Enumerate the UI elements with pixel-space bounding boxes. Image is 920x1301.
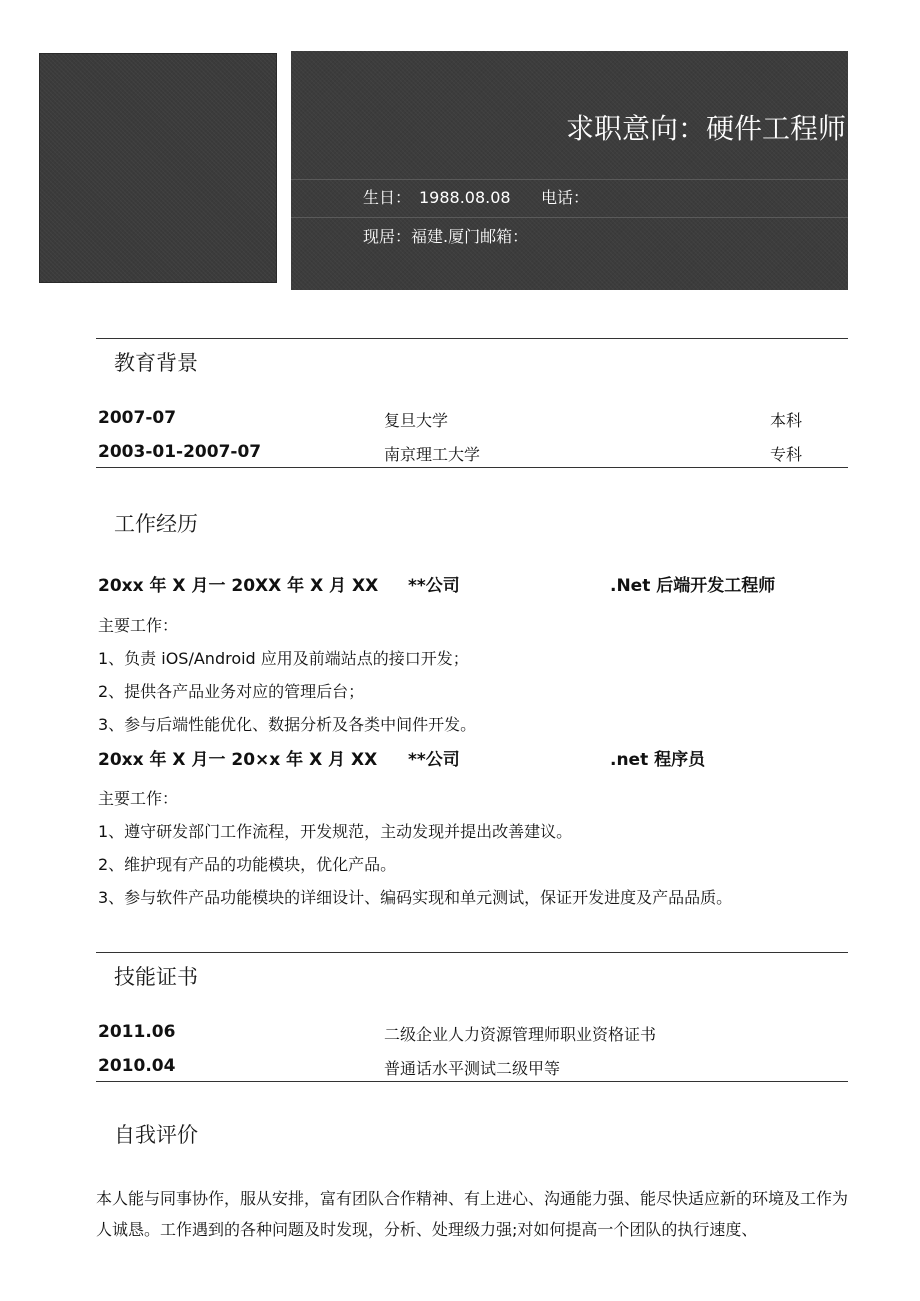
education-degree: 本科 (770, 411, 803, 430)
job-period: 20xx 年 X 月一 20×x 年 X 月 XX (98, 750, 378, 770)
section-divider (96, 1081, 848, 1082)
skill-date: 2010.04 (98, 1056, 176, 1076)
education-row (98, 408, 848, 432)
skill-date: 2011.06 (98, 1022, 176, 1042)
job-objective-title: 求职意向：硬件工程师 (565, 112, 846, 145)
birth-value: 1988.08.08 (419, 188, 511, 207)
job-position: .net 程序员 (610, 750, 706, 770)
education-date: 2007-07 (98, 408, 177, 428)
section-divider (96, 952, 848, 953)
skill-name: 普通话水平测试二级甲等 (384, 1059, 561, 1078)
education-section-title: 教育背景 (114, 351, 198, 375)
job-header (98, 571, 848, 597)
skill-row (98, 1056, 848, 1080)
duties-label: 主要工作： (98, 789, 179, 808)
birth-label: 生日： (363, 188, 412, 207)
work-section-title: 工作经历 (114, 512, 198, 536)
job-position: .Net 后端开发工程师 (610, 576, 776, 596)
duty-item: 2、提供各产品业务对应的管理后台； (98, 682, 365, 701)
header-divider (291, 217, 848, 218)
duty-item: 1、负责 iOS/Android 应用及前端站点的接口开发； (98, 649, 469, 668)
skill-row (98, 1022, 848, 1046)
education-date: 2003-01-2007-07 (98, 442, 262, 462)
profile-photo (39, 53, 277, 283)
residence-email-row: 现居：福建.厦门邮箱： (363, 227, 529, 246)
birth-phone-row (363, 185, 589, 208)
duty-item: 3、参与后端性能优化、数据分析及各类中间件开发。 (98, 715, 477, 734)
skill-name: 二级企业人力资源管理师职业资格证书 (384, 1025, 657, 1044)
job-company: **公司 (408, 750, 460, 770)
header-divider (291, 179, 848, 180)
duty-item: 3、参与软件产品功能模块的详细设计、编码实现和单元测试，保证开发进度及产品品质。 (98, 888, 733, 907)
education-row (98, 442, 848, 466)
section-divider (96, 338, 848, 339)
header-banner (291, 51, 848, 290)
education-school: 南京理工大学 (384, 445, 481, 464)
education-degree: 专科 (770, 445, 803, 464)
section-divider (96, 467, 848, 468)
education-school: 复旦大学 (384, 411, 449, 430)
job-company: **公司 (408, 576, 460, 596)
skills-section-title: 技能证书 (114, 965, 198, 989)
phone-label: 电话： (541, 188, 590, 207)
duty-item: 2、维护现有产品的功能模块，优化产品。 (98, 855, 397, 874)
self-eval-section-title: 自我评价 (114, 1123, 198, 1147)
duty-item: 1、遵守研发部门工作流程，开发规范，主动发现并提出改善建议。 (98, 822, 573, 841)
self-eval-text: 本人能与同事协作，服从安排，富有团队合作精神、有上进心、沟通能力强、能尽快适应新的环境及工作为人诚恳。工作遇到的各种问题及时发现，分析、处理级力强;对如何提高一个团队的执行速度、 (96, 1189, 849, 1239)
job-header (98, 745, 848, 771)
job-period: 20xx 年 X 月一 20XX 年 X 月 XX (98, 576, 379, 596)
duties-label: 主要工作： (98, 616, 179, 635)
